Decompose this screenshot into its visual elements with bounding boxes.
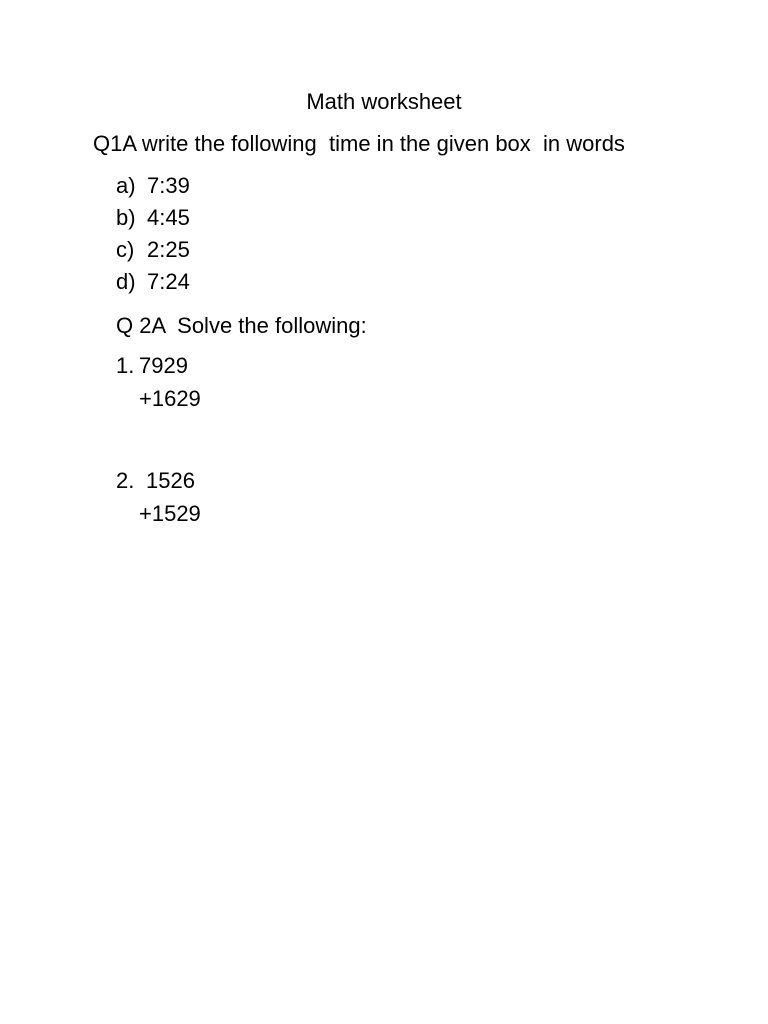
question-2-prompt: Q 2A Solve the following: xyxy=(116,313,367,338)
question-1-prompt: Q1A write the following time in the given box in words xyxy=(93,131,625,156)
list-item xyxy=(116,204,190,236)
time-list xyxy=(116,172,190,300)
problem-number: 2. xyxy=(116,468,135,493)
problem-bottom-operand: +1629 xyxy=(139,386,201,411)
page-title: Math worksheet xyxy=(306,89,462,114)
problem-top-operand: 1526 xyxy=(146,468,195,493)
problem-number: 1. xyxy=(116,353,135,378)
list-marker: b) xyxy=(116,205,136,230)
time-value: 2:25 xyxy=(147,237,190,262)
time-value: 7:39 xyxy=(147,173,190,198)
time-value: 4:45 xyxy=(147,205,190,230)
problem-bottom-operand: +1529 xyxy=(139,501,201,526)
problem-top-operand: 7929 xyxy=(139,353,188,378)
list-marker: a) xyxy=(116,173,136,198)
time-value: 7:24 xyxy=(147,269,190,294)
list-marker: d) xyxy=(116,269,136,294)
list-marker: c) xyxy=(116,237,135,262)
addition-problem-1 xyxy=(116,352,201,418)
list-item xyxy=(116,172,190,204)
list-item xyxy=(116,236,190,268)
list-item xyxy=(116,268,190,300)
addition-problem-2 xyxy=(116,467,201,533)
